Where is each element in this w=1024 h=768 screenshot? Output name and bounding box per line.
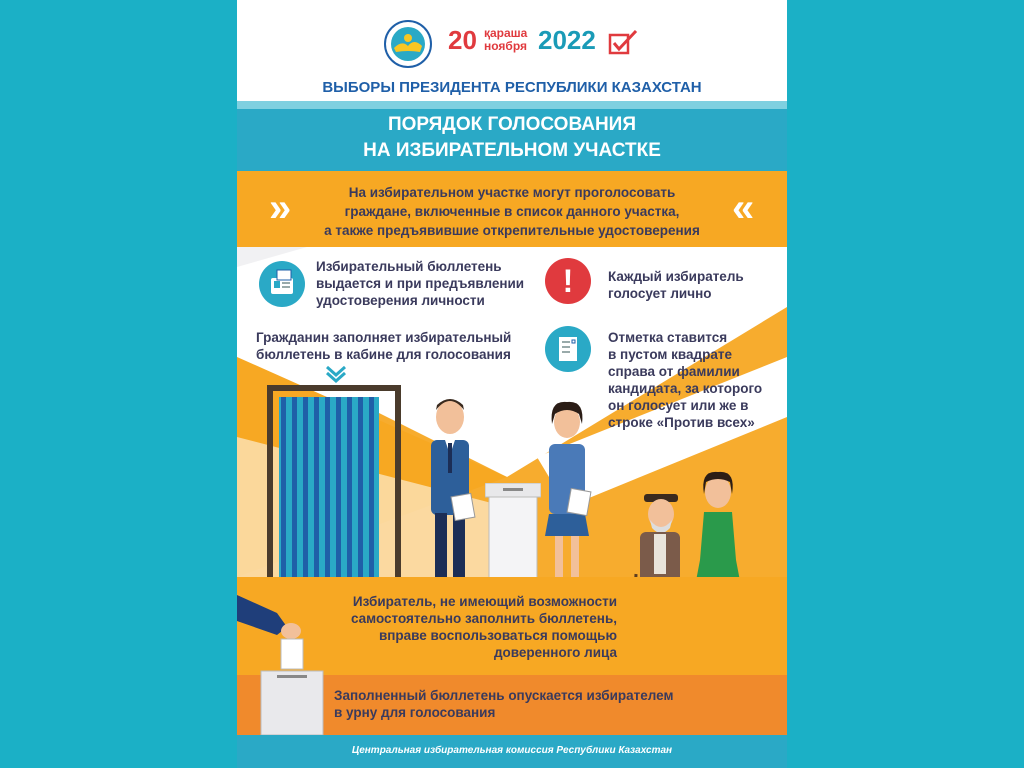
rule-line: Заполненный бюллетень опускается избирателем — [334, 688, 674, 703]
rule-line: самостоятельно заполнить бюллетень, — [350, 611, 617, 626]
rule-line: Избирательный бюллетень — [316, 259, 502, 274]
exclamation-icon: ! — [545, 258, 591, 304]
hand-ballot-illustration — [237, 585, 327, 735]
date-year: 2022 — [538, 25, 596, 55]
footer-text: Центральная избирательная комиссия Республики Казахстан — [351, 745, 673, 756]
ballot-paper-icon — [545, 326, 591, 372]
rule-line: строке «Против всех» — [608, 415, 755, 430]
election-title: ВЫБОРЫ ПРЕЗИДЕНТА РЕСПУБЛИКИ КАЗАХСТАН — [322, 79, 702, 96]
rule-mark — [608, 329, 762, 431]
rule-line: он голосует или же в — [608, 398, 749, 413]
date-month-kz: қараша — [484, 26, 528, 40]
rule-line: Каждый избиратель — [608, 269, 744, 284]
page-title — [237, 112, 787, 164]
rule-line: Отметка ставится — [608, 330, 728, 345]
chevron-left-icon: « — [732, 186, 755, 230]
rule-booth — [256, 329, 511, 363]
intro-line: граждане, включенные в список данного участка, — [344, 204, 680, 219]
date-month-ru: ноября — [484, 39, 528, 53]
intro-line: На избирательном участке могут проголосовать — [348, 185, 676, 200]
rule-personal — [608, 268, 744, 302]
rule-line: вправе воспользоваться помощью — [378, 628, 617, 643]
rule-line: бюллетень в кабине для голосования — [256, 347, 511, 362]
rule-line: удостоверения личности — [316, 293, 485, 308]
rule-line: доверенного лица — [493, 645, 617, 660]
id-card-icon — [259, 261, 305, 307]
voting-booth-illustration — [267, 385, 407, 585]
rule-line: голосует лично — [608, 286, 712, 301]
rule-ballot-issue — [316, 258, 524, 309]
date-day: 20 — [448, 25, 477, 55]
rule-line: выдается и при предъявлении — [316, 276, 525, 291]
title-band-accent — [237, 101, 787, 109]
page-title-line2: НА ИЗБИРАТЕЛЬНОМ УЧАСТКЕ — [363, 140, 661, 161]
rule-line: справа от фамилии — [608, 364, 740, 379]
rule-line: Избиратель, не имеющий возможности — [352, 594, 617, 609]
ballot-check-icon — [608, 29, 638, 55]
rule-line: Гражданин заполняет избирательный — [256, 330, 512, 345]
page-title-line1: ПОРЯДОК ГОЛОСОВАНИЯ — [388, 114, 636, 135]
arrow-down-icon — [325, 365, 347, 383]
rule-urn — [334, 687, 673, 721]
cec-emblem-icon — [384, 20, 432, 68]
rule-line: в урну для голосования — [334, 705, 496, 720]
voter-man-illustration — [423, 395, 483, 585]
rule-line: кандидата, за которого — [608, 381, 763, 396]
date-months — [484, 27, 527, 53]
rule-line: в пустом квадрате — [608, 347, 732, 362]
voter-woman-illustration — [543, 400, 605, 585]
rule-assist — [327, 593, 617, 661]
intro-line: а также предъявившие открепительные удостоверения — [324, 223, 700, 238]
chevron-right-icon: » — [269, 186, 292, 230]
ballot-box-illustration — [485, 483, 541, 583]
intro-text — [297, 183, 727, 240]
poster — [237, 0, 787, 768]
